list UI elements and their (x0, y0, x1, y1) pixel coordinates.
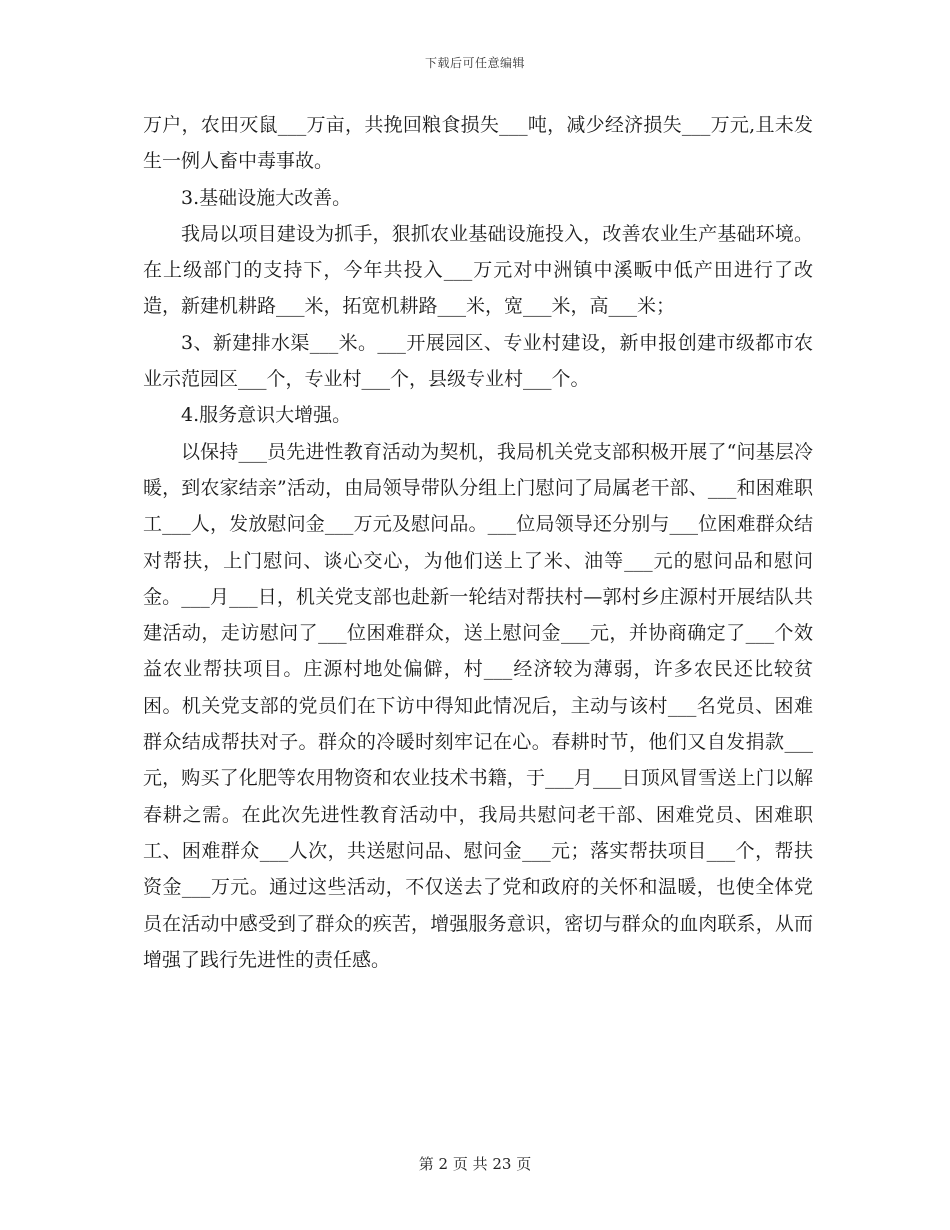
paragraph-continuation: 万户，农田灭鼠___万亩，共挽回粮食损失___吨，减少经济损失___万元,且未发生一例人畜中毒事故。 (143, 114, 813, 173)
section-heading-infrastructure: 3.基础设施大改善。 (181, 186, 352, 209)
document-body (143, 107, 813, 978)
paragraph-service: 以保持___员先进性教育活动为契机，我局机关党支部积极开展了“问基层冷暖，到农家结亲”活动，由局领导带队分组上门慰问了局属老干部、___和困难职工___人，发放慰问金___万元及慰问品。___位局领导还分别与___位困难群众结对帮扶，上门慰问、谈心交心，为他们送上了米、油等___元的慰问品和慰问金。___月___日，机关党支部也赴新一轮结对帮扶村—郭村乡庄源村开展结队共建活动，走访慰问了___位困难群众，送上慰问金___元，并协商确定了___个效益农业帮扶项目。庄源村地处偏僻，村___经济较为薄弱，许多农民还比较贫困。机关党支部的党员们在下访中得知此情况后，主动与该村___名党员、困难群众结成帮扶对子。群众的冷暖时刻牢记在心。春耕时节，他们又自发捐款___元，购买了化肥等农用物资和农业技术书籍，于___月___日顶风冒雪送上门以解春耕之需。在此次先进性教育活动中，我局共慰问老干部、困难党员、困难职工、困难群众___人次，共送慰问品、慰问金___元；落实帮扶项目___个，帮扶资金___万元。通过这些活动，不仅送去了党和政府的关怀和温暖，也使全体党员在活动中感受到了群众的疾苦，增强服务意识，密切与群众的血肉联系，从而增强了践行先进性的责任感。 (143, 440, 813, 971)
paragraph-infrastructure: 我局以项目建设为抓手，狠抓农业基础设施投入，改善农业生产基础环境。在上级部门的支持下，今年共投入___万元对中洲镇中溪畈中低产田进行了改造，新建机耕路___米，拓宽机耕路___米，宽___米，高___米； (143, 222, 813, 318)
page-footer: 第 2 页 共 23 页 (418, 1155, 532, 1173)
page-header: 下载后可任意编辑 (424, 56, 525, 70)
paragraph-drainage: 3、新建排水渠___米。___开展园区、专业村建设，新申报创建市级都市农业示范园区___个，专业村___个，县级专业村___个。 (143, 331, 813, 391)
section-heading-service: 4.服务意识大增强。 (181, 404, 352, 427)
